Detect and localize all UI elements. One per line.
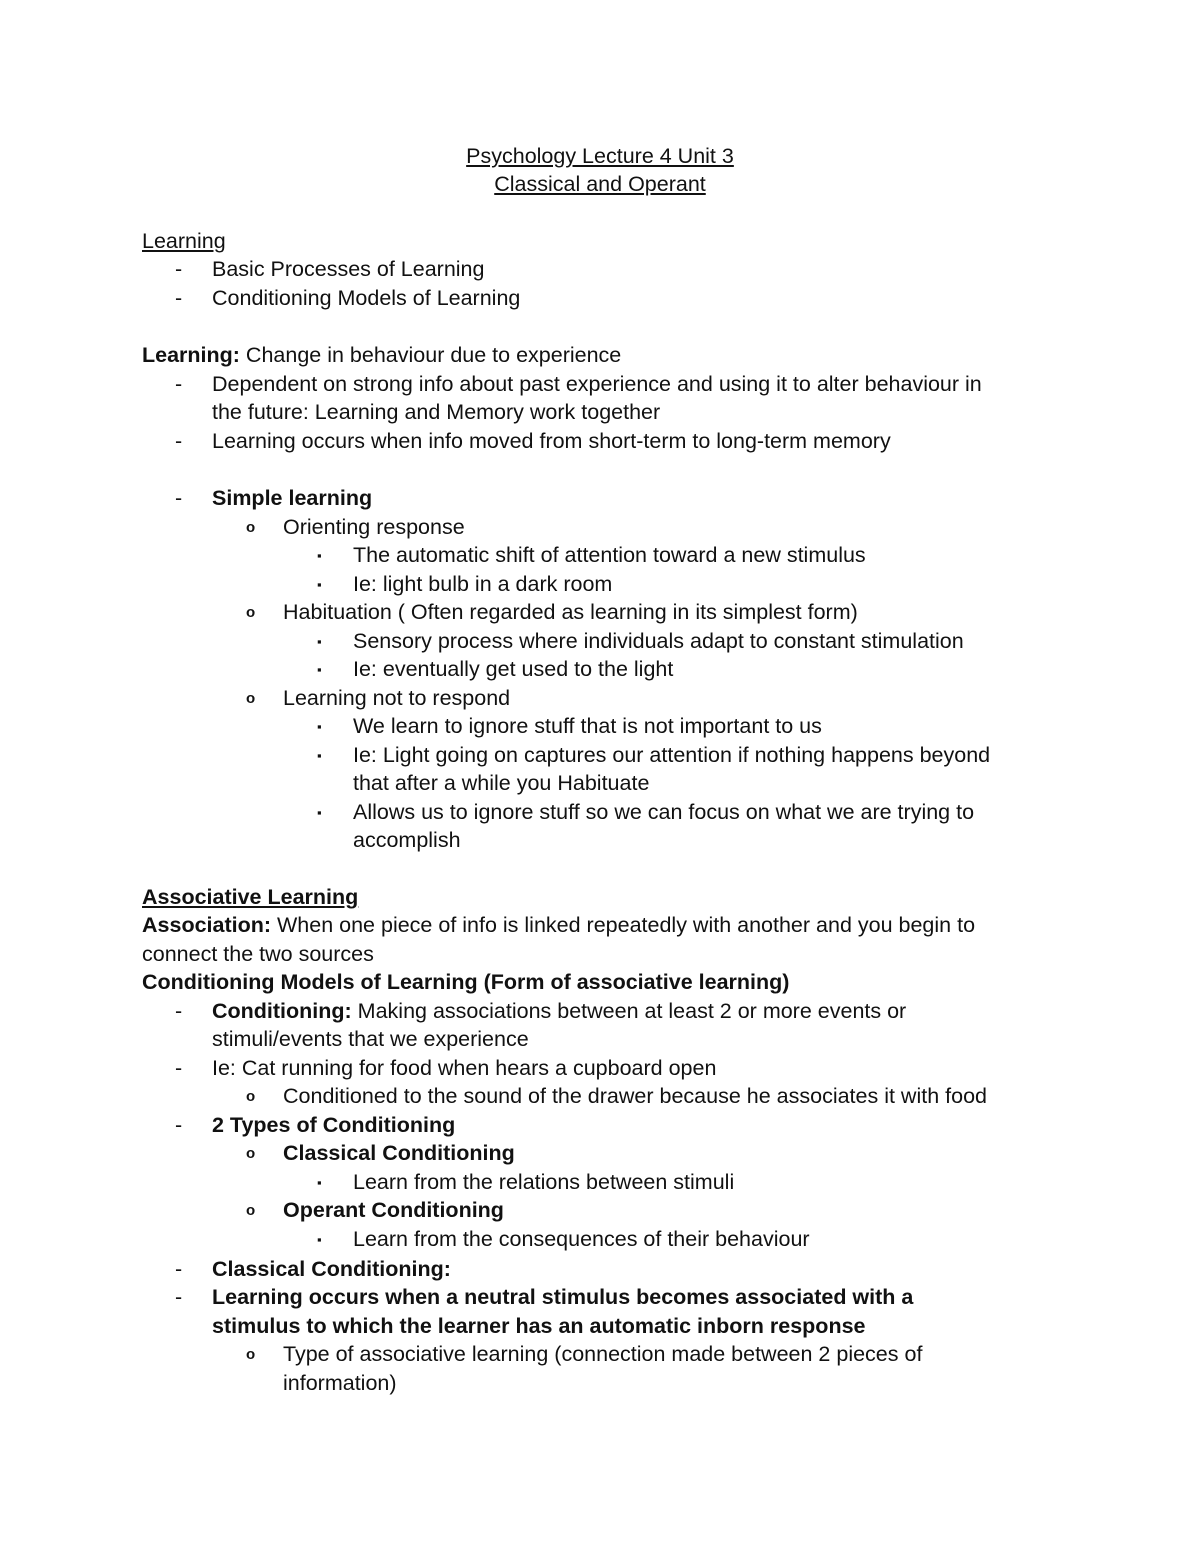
associative-heading: Associative Learning — [142, 885, 359, 909]
association-continuation: connect the two sources — [142, 942, 374, 966]
dash-bullet: - — [175, 1257, 183, 1281]
learning-definition — [142, 341, 621, 370]
list-item: Learn from the consequences of their behaviour — [353, 1227, 810, 1251]
association-text: When one piece of info is linked repeatedly with another and you begin to — [271, 913, 976, 937]
dash-bullet: - — [175, 429, 183, 453]
definition-text: Change in behaviour due to experience — [239, 343, 622, 367]
square-bullet: ▪ — [317, 548, 322, 563]
circle-bullet: o — [246, 604, 256, 621]
list-item-continuation: stimulus to which the learner has an automatic inborn response — [212, 1314, 866, 1338]
square-bullet: ▪ — [317, 719, 322, 734]
list-item-continuation: the future: Learning and Memory work together — [212, 400, 661, 424]
list-item-continuation: stimuli/events that we experience — [212, 1027, 529, 1051]
list-item: Sensory process where individuals adapt to constant stimulation — [353, 629, 964, 653]
list-item: Basic Processes of Learning — [212, 257, 485, 281]
list-item: Ie: Light going on captures our attention if nothing happens beyond — [353, 743, 991, 767]
dash-bullet: - — [175, 999, 183, 1023]
classical-conditioning-heading: Classical Conditioning: — [212, 1257, 451, 1281]
list-item: Learning occurs when info moved from short-term to long-term memory — [212, 429, 891, 453]
circle-bullet: o — [246, 519, 256, 536]
list-item: Type of associative learning (connection made between 2 pieces of — [283, 1342, 923, 1366]
page-subtitle: Classical and Operant — [494, 172, 706, 196]
list-item: Ie: eventually get used to the light — [353, 657, 674, 681]
learning-heading: Learning — [142, 229, 226, 253]
models-heading: Conditioning Models of Learning (Form of associative learning) — [142, 970, 790, 994]
square-bullet: ▪ — [317, 1175, 322, 1190]
dash-bullet: - — [175, 486, 183, 510]
circle-bullet: o — [246, 1088, 256, 1105]
association-term: Association: — [142, 913, 272, 937]
list-item: Ie: light bulb in a dark room — [353, 572, 613, 596]
dash-bullet: - — [175, 257, 183, 281]
dash-bullet: - — [175, 1056, 183, 1080]
circle-bullet: o — [246, 1202, 256, 1219]
types-heading: 2 Types of Conditioning — [212, 1113, 456, 1137]
circle-bullet: o — [246, 1145, 256, 1162]
list-item-continuation: information) — [283, 1371, 397, 1395]
conditioning-definition — [212, 997, 906, 1026]
page-title: Psychology Lecture 4 Unit 3 — [466, 144, 734, 168]
conditioning-text: Making associations between at least 2 or more events or — [351, 999, 907, 1023]
list-item: Habituation ( Often regarded as learning in its simplest form) — [283, 600, 858, 624]
square-bullet: ▪ — [317, 1232, 322, 1247]
square-bullet: ▪ — [317, 634, 322, 649]
list-item: Dependent on strong info about past experience and using it to alter behaviour in — [212, 372, 982, 396]
definition-term: Learning: — [142, 343, 240, 367]
list-item-continuation: accomplish — [353, 828, 461, 852]
square-bullet: ▪ — [317, 805, 322, 820]
list-item: Learn from the relations between stimuli — [353, 1170, 735, 1194]
simple-learning-heading: Simple learning — [212, 486, 373, 510]
list-item: The automatic shift of attention toward a new stimulus — [353, 543, 866, 567]
list-item: Learning occurs when a neutral stimulus becomes associated with a — [212, 1285, 914, 1309]
list-item: Allows us to ignore stuff so we can focus on what we are trying to — [353, 800, 975, 824]
list-item: Conditioned to the sound of the drawer because he associates it with food — [283, 1084, 987, 1108]
list-item: Ie: Cat running for food when hears a cupboard open — [212, 1056, 717, 1080]
dash-bullet: - — [175, 1113, 183, 1137]
list-item: We learn to ignore stuff that is not important to us — [353, 714, 822, 738]
dash-bullet: - — [175, 372, 183, 396]
list-item-continuation: that after a while you Habituate — [353, 771, 650, 795]
list-item: Classical Conditioning — [283, 1141, 515, 1165]
circle-bullet: o — [246, 1346, 256, 1363]
conditioning-term: Conditioning: — [212, 999, 352, 1023]
circle-bullet: o — [246, 690, 256, 707]
square-bullet: ▪ — [317, 748, 322, 763]
square-bullet: ▪ — [317, 662, 322, 677]
list-item: Operant Conditioning — [283, 1198, 504, 1222]
list-item: Learning not to respond — [283, 686, 511, 710]
dash-bullet: - — [175, 286, 183, 310]
list-item: Orienting response — [283, 515, 465, 539]
square-bullet: ▪ — [317, 577, 322, 592]
list-item: Conditioning Models of Learning — [212, 286, 521, 310]
dash-bullet: - — [175, 1285, 183, 1309]
association-definition — [142, 911, 975, 940]
